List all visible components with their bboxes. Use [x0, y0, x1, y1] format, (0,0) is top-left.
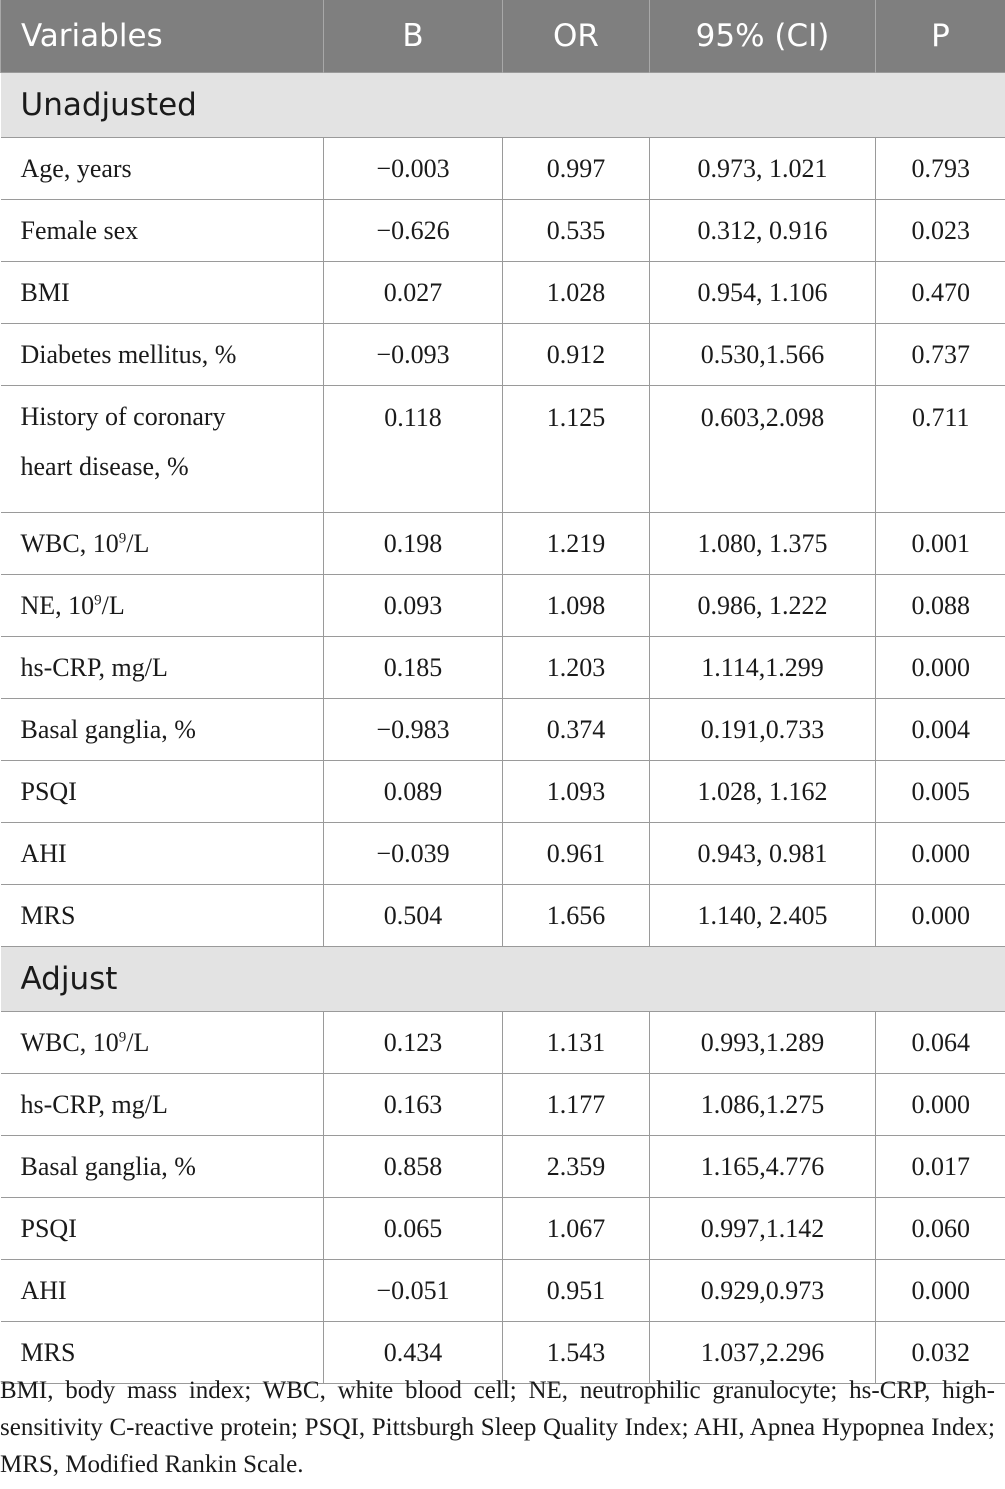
cell-ci: 0.954, 1.106 [650, 262, 876, 324]
cell-ci: 1.037,2.296 [650, 1322, 876, 1384]
cell-ci: 1.086,1.275 [650, 1074, 876, 1136]
variable-superscript: 9 [118, 530, 127, 547]
cell-b: 0.089 [324, 761, 503, 823]
cell-b: 0.198 [324, 513, 503, 575]
cell-ci: 0.973, 1.021 [650, 138, 876, 200]
table-row [1, 200, 1005, 262]
cell-p: 0.064 [876, 1012, 1005, 1074]
variable-prefix: WBC, 10 [20, 1027, 119, 1057]
cell-or: 1.067 [503, 1198, 650, 1260]
cell-or: 0.951 [503, 1260, 650, 1322]
cell-p: 0.088 [876, 575, 1005, 637]
cell-or: 0.961 [503, 823, 650, 885]
cell-p: 0.470 [876, 262, 1005, 324]
cell-b: 0.118 [324, 386, 503, 513]
cell-p: 0.000 [876, 823, 1005, 885]
table-row [1, 386, 1005, 513]
cell-ci: 0.929,0.973 [650, 1260, 876, 1322]
cell-variable: AHI [1, 823, 324, 885]
cell-or: 1.098 [503, 575, 650, 637]
cell-or: 1.219 [503, 513, 650, 575]
cell-variable [1, 386, 324, 513]
cell-or: 1.203 [503, 637, 650, 699]
cell-variable: PSQI [1, 761, 324, 823]
cell-b: −0.039 [324, 823, 503, 885]
cell-ci: 0.191,0.733 [650, 699, 876, 761]
table-row [1, 823, 1005, 885]
cell-p: 0.000 [876, 1074, 1005, 1136]
cell-p: 0.737 [876, 324, 1005, 386]
cell-or: 1.093 [503, 761, 650, 823]
cell-b: −0.983 [324, 699, 503, 761]
variable-superscript: 9 [118, 1029, 127, 1046]
cell-or: 0.535 [503, 200, 650, 262]
table-row [1, 575, 1005, 637]
table-row [1, 1074, 1005, 1136]
cell-or: 1.177 [503, 1074, 650, 1136]
header-ci: 95% (CI) [650, 0, 876, 73]
header-p: P [876, 0, 1005, 73]
table-row [1, 1260, 1005, 1322]
cell-variable: Basal ganglia, % [1, 1136, 324, 1198]
cell-or: 1.028 [503, 262, 650, 324]
cell-ci: 1.140, 2.405 [650, 885, 876, 947]
cell-or: 1.131 [503, 1012, 650, 1074]
cell-variable: BMI [1, 262, 324, 324]
cell-ci: 1.165,4.776 [650, 1136, 876, 1198]
cell-variable-line1: History of coronary [20, 402, 226, 431]
table-row [1, 699, 1005, 761]
cell-variable [1, 1012, 324, 1074]
cell-b: 0.123 [324, 1012, 503, 1074]
cell-or: 1.543 [503, 1322, 650, 1384]
cell-p: 0.004 [876, 699, 1005, 761]
cell-p: 0.000 [876, 885, 1005, 947]
cell-b: 0.027 [324, 262, 503, 324]
cell-variable: PSQI [1, 1198, 324, 1260]
cell-b: −0.626 [324, 200, 503, 262]
table-row [1, 1198, 1005, 1260]
cell-variable: Female sex [1, 200, 324, 262]
cell-variable: Basal ganglia, % [1, 699, 324, 761]
header-variables: Variables [1, 0, 324, 73]
cell-or: 0.997 [503, 138, 650, 200]
table-row [1, 637, 1005, 699]
table-row [1, 513, 1005, 575]
cell-p: 0.005 [876, 761, 1005, 823]
table-header [1, 0, 1005, 73]
variable-suffix: /L [126, 1027, 150, 1057]
cell-variable: MRS [1, 885, 324, 947]
cell-b: 0.093 [324, 575, 503, 637]
section-title: Unadjusted [1, 73, 1005, 138]
cell-b: 0.163 [324, 1074, 503, 1136]
section-header-adjust [1, 947, 1005, 1012]
cell-p: 0.017 [876, 1136, 1005, 1198]
cell-ci: 0.603,2.098 [650, 386, 876, 513]
cell-b: 0.504 [324, 885, 503, 947]
cell-ci: 1.114,1.299 [650, 637, 876, 699]
table-row [1, 885, 1005, 947]
variable-suffix: /L [126, 528, 150, 558]
cell-variable: MRS [1, 1322, 324, 1384]
cell-p: 0.793 [876, 138, 1005, 200]
cell-variable-line2: heart disease, % [20, 452, 189, 481]
cell-or: 1.656 [503, 885, 650, 947]
cell-ci: 1.080, 1.375 [650, 513, 876, 575]
table-row [1, 761, 1005, 823]
cell-variable [1, 513, 324, 575]
cell-p: 0.000 [876, 1260, 1005, 1322]
variable-prefix: NE, 10 [20, 590, 95, 620]
cell-ci: 0.312, 0.916 [650, 200, 876, 262]
table-row [1, 1012, 1005, 1074]
cell-p: 0.711 [876, 386, 1005, 513]
cell-or: 1.125 [503, 386, 650, 513]
cell-variable [1, 575, 324, 637]
variable-suffix: /L [101, 590, 125, 620]
cell-or: 0.374 [503, 699, 650, 761]
cell-p: 0.060 [876, 1198, 1005, 1260]
cell-b: −0.051 [324, 1260, 503, 1322]
cell-variable: Age, years [1, 138, 324, 200]
cell-or: 2.359 [503, 1136, 650, 1198]
variable-prefix: WBC, 10 [20, 528, 119, 558]
cell-ci: 0.997,1.142 [650, 1198, 876, 1260]
cell-ci: 0.530,1.566 [650, 324, 876, 386]
header-b: B [324, 0, 503, 73]
cell-ci: 0.986, 1.222 [650, 575, 876, 637]
cell-variable: hs-CRP, mg/L [1, 637, 324, 699]
cell-b: −0.003 [324, 138, 503, 200]
cell-ci: 0.943, 0.981 [650, 823, 876, 885]
cell-b: 0.858 [324, 1136, 503, 1198]
section-title: Adjust [1, 947, 1005, 1012]
cell-p: 0.032 [876, 1322, 1005, 1384]
table-row [1, 262, 1005, 324]
cell-variable: Diabetes mellitus, % [1, 324, 324, 386]
cell-or: 0.912 [503, 324, 650, 386]
table-row [1, 1136, 1005, 1198]
section-header-unadjusted [1, 73, 1005, 138]
cell-b: −0.093 [324, 324, 503, 386]
cell-ci: 1.028, 1.162 [650, 761, 876, 823]
cell-p: 0.023 [876, 200, 1005, 262]
cell-p: 0.001 [876, 513, 1005, 575]
cell-b: 0.185 [324, 637, 503, 699]
cell-variable: hs-CRP, mg/L [1, 1074, 324, 1136]
table-row [1, 138, 1005, 200]
table-footnote: BMI, body mass index; WBC, white blood cell; NE, neutrophilic granulocyte; hs-CRP, high-sensitivity C-reactive protein; PSQI, Pittsburgh Sleep Quality Index; AHI, Apnea Hypopnea Index; MRS, Modified Rankin Scale. [0, 1377, 995, 1478]
header-or: OR [503, 0, 650, 73]
cell-p: 0.000 [876, 637, 1005, 699]
table-row [1, 324, 1005, 386]
cell-b: 0.434 [324, 1322, 503, 1384]
variable-superscript: 9 [94, 592, 102, 609]
cell-b: 0.065 [324, 1198, 503, 1260]
cell-ci: 0.993,1.289 [650, 1012, 876, 1074]
cell-variable: AHI [1, 1260, 324, 1322]
